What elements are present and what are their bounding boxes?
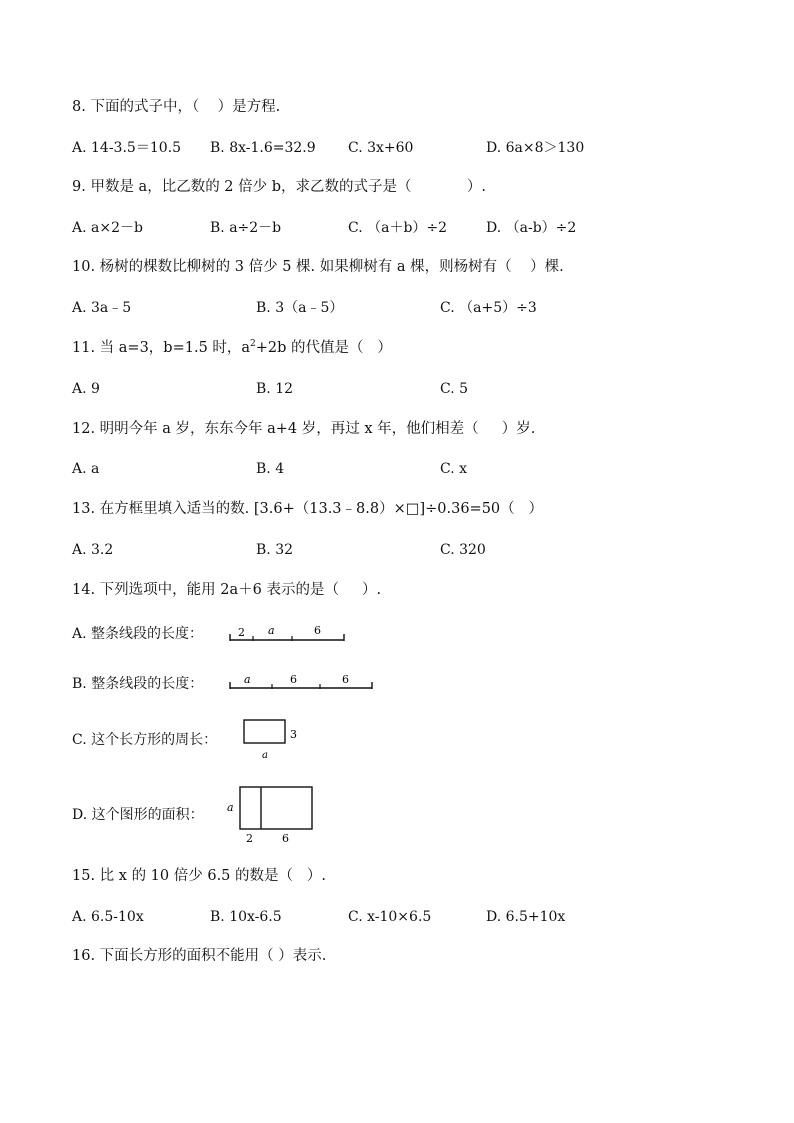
question-16-stem: 16. 下面长方形的面积不能用（ ）表示. bbox=[72, 948, 327, 964]
question-12-option-b[interactable]: B. 4 bbox=[256, 461, 285, 477]
question-9-option-c[interactable]: C. （a＋b）÷2 bbox=[348, 220, 448, 236]
segment-b-label-3: 6 bbox=[342, 673, 349, 686]
area-d-height-label: a bbox=[227, 801, 234, 814]
question-8-option-d[interactable]: D. 6a×8＞130 bbox=[486, 140, 585, 156]
segment-figure-b bbox=[226, 671, 378, 695]
question-10-stem: 10. 杨树的棵数比柳树的 3 倍少 5 棵. 如果柳树有 a 棵，则杨树有（ ）棵. bbox=[72, 259, 564, 275]
question-12-stem: 12. 明明今年 a 岁，东东今年 a+4 岁，再过 x 年，他们相差（ ）岁. bbox=[72, 421, 536, 437]
question-8-stem: 8. 下面的式子中，（ ）是方程. bbox=[72, 99, 281, 115]
question-9-option-a[interactable]: A. a×2－b bbox=[72, 220, 143, 236]
segment-a-label-1: 2 bbox=[238, 626, 245, 639]
rectangle-figure-c bbox=[238, 716, 308, 762]
question-13-option-b[interactable]: B. 32 bbox=[256, 542, 294, 558]
rectangle-c-height-label: 3 bbox=[290, 728, 297, 741]
area-d-width-label-2: 6 bbox=[282, 832, 289, 845]
question-11-option-a[interactable]: A. 9 bbox=[72, 381, 100, 397]
question-14-stem: 14. 下列选项中，能用 2a＋6 表示的是（ ）. bbox=[72, 582, 382, 598]
question-11-stem bbox=[72, 338, 392, 358]
question-15-option-a[interactable]: A. 6.5-10x bbox=[72, 909, 144, 925]
question-12-option-a[interactable]: A. a bbox=[72, 461, 100, 477]
question-14-option-d[interactable]: D. 这个图形的面积： bbox=[72, 807, 204, 823]
question-11-stem-post: +2b 的代值是（ ） bbox=[255, 340, 392, 356]
question-9-option-d[interactable]: D. （a-b）÷2 bbox=[486, 220, 577, 236]
question-15-option-b[interactable]: B. 10x-6.5 bbox=[210, 909, 282, 925]
question-9-option-b[interactable]: B. a÷2－b bbox=[210, 220, 282, 236]
question-11-stem-pre: 11. 当 a=3，b=1.5 时，a bbox=[72, 340, 251, 356]
segment-figure-a bbox=[226, 622, 350, 646]
question-14-option-a[interactable]: A. 整条线段的长度： bbox=[72, 626, 204, 642]
area-d-width-label-1: 2 bbox=[246, 832, 253, 845]
question-10-option-b[interactable]: B. 3（a﹣5） bbox=[256, 300, 344, 316]
area-figure-d bbox=[224, 783, 320, 847]
segment-a-label-2: a bbox=[268, 624, 275, 637]
question-15-stem: 15. 比 x 的 10 倍少 6.5 的数是（ ）. bbox=[72, 868, 326, 884]
question-11-option-c[interactable]: C. 5 bbox=[440, 381, 469, 397]
question-13-option-c[interactable]: C. 320 bbox=[440, 542, 486, 558]
question-8-option-c[interactable]: C. 3x+60 bbox=[348, 140, 414, 156]
question-14-option-b[interactable]: B. 整条线段的长度： bbox=[72, 676, 204, 692]
question-10-option-a[interactable]: A. 3a﹣5 bbox=[72, 300, 132, 316]
question-12-option-c[interactable]: C. x bbox=[440, 461, 468, 477]
question-11-option-b[interactable]: B. 12 bbox=[256, 381, 294, 397]
question-8-option-a[interactable]: A. 14-3.5＝10.5 bbox=[72, 140, 181, 156]
question-15-option-d[interactable]: D. 6.5+10x bbox=[486, 909, 566, 925]
question-13-stem: 13. 在方框里填入适当的数. [3.6+（13.3﹣8.8）×□]÷0.36=50（ ） bbox=[72, 501, 543, 517]
segment-a-label-3: 6 bbox=[314, 624, 321, 637]
question-15-option-c[interactable]: C. x-10×6.5 bbox=[348, 909, 432, 925]
segment-b-label-1: a bbox=[244, 673, 251, 686]
question-9-stem: 9. 甲数是 a，比乙数的 2 倍少 b，求乙数的式子是（ ）. bbox=[72, 179, 486, 195]
question-14-option-c[interactable]: C. 这个长方形的周长： bbox=[72, 732, 218, 748]
question-13-option-a[interactable]: A. 3.2 bbox=[72, 542, 114, 558]
question-8-option-b[interactable]: B. 8x-1.6=32.9 bbox=[210, 140, 316, 156]
question-11-exponent: 2 bbox=[250, 339, 256, 350]
question-10-option-c[interactable]: C. （a+5）÷3 bbox=[440, 300, 537, 316]
segment-b-label-2: 6 bbox=[290, 673, 297, 686]
rectangle-c-width-label: a bbox=[262, 750, 268, 761]
